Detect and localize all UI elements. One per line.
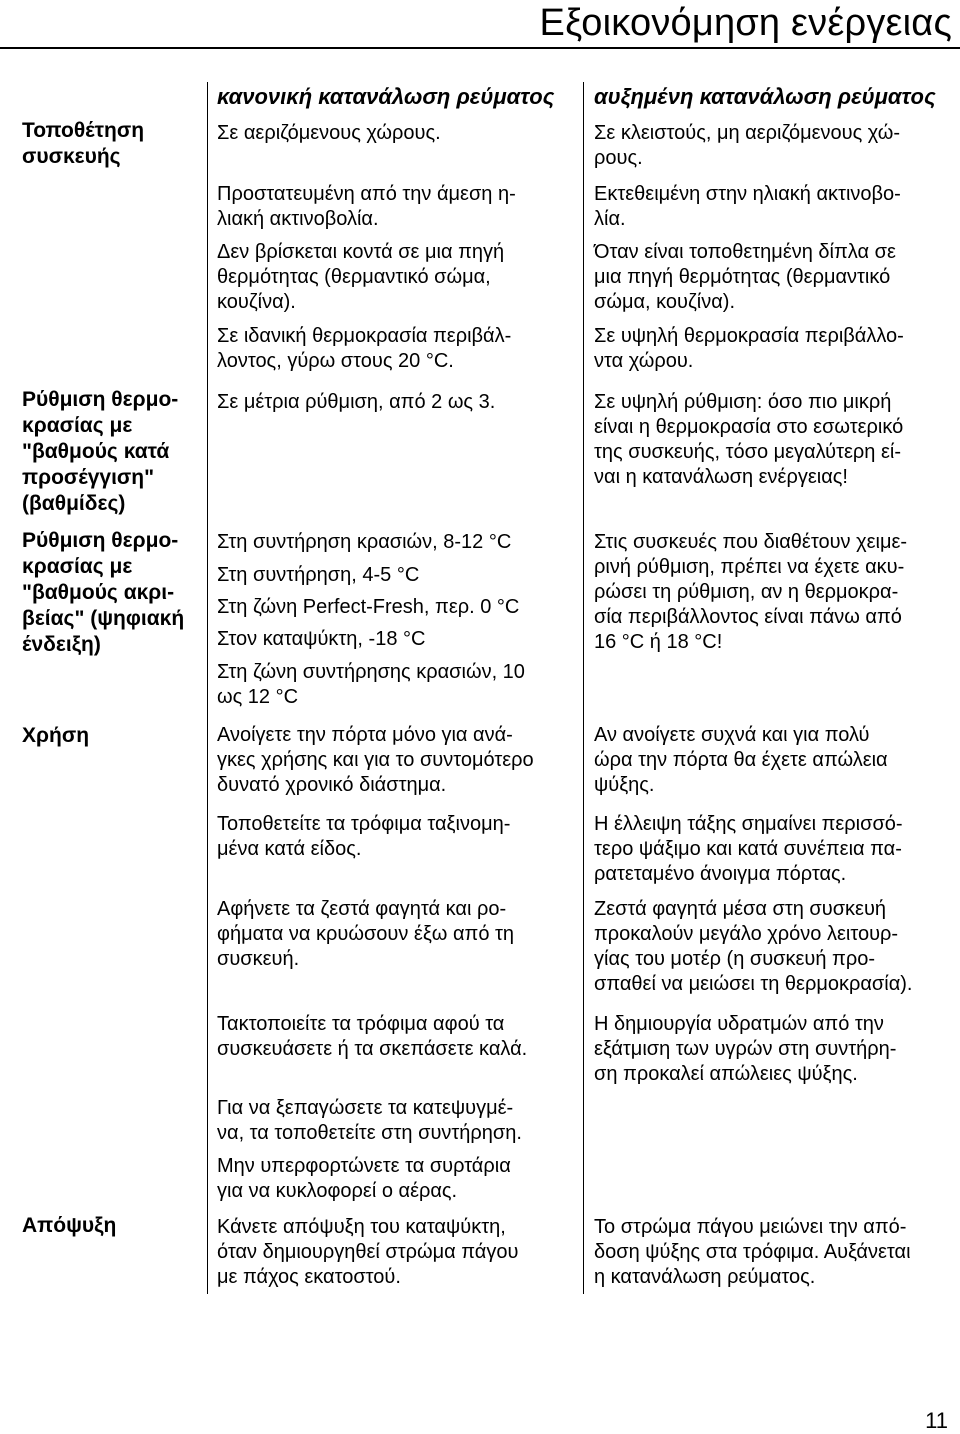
cell-text	[217, 1215, 582, 1290]
section-label-line: "βαθμούς ακρι-	[22, 581, 175, 604]
column-header-normal: κανονική κατανάλωση ρεύματος	[217, 84, 555, 109]
cell-line: ψύξης.	[594, 774, 655, 796]
cell-line: ση προκαλεί απώλειες ψύξης.	[594, 1063, 858, 1085]
cell-line: συσκευή.	[217, 948, 300, 970]
cell-line: Εκτεθειμένη στην ηλιακή ακτινοβο-	[594, 183, 901, 205]
cell-line: Στις συσκευές που διαθέτουν χειμε-	[594, 531, 908, 553]
cell-line: μια πηγή θερμότητας (θερμαντικό	[594, 266, 891, 288]
cell-text	[594, 530, 954, 655]
cell-line: Σε αεριζόμενους χώρους.	[217, 122, 441, 144]
cell-line: Όταν είναι τοποθετημένη δίπλα σε	[594, 241, 896, 263]
cell-line: ντα χώρου.	[594, 350, 694, 372]
cell-text	[594, 182, 954, 232]
section-label-line: κρασίας με	[22, 555, 133, 578]
cell-line: Προστατευμένη από την άμεση η-	[217, 183, 516, 205]
cell-line: Σε ιδανική θερμοκρασία περιβάλ-	[217, 325, 512, 347]
cell-line: Στη συντήρηση κρασιών, 8-12 °C	[217, 531, 512, 553]
cell-line: ρους.	[594, 147, 643, 169]
section-label-line: Ρύθμιση θερμο-	[22, 388, 179, 411]
section-label-line: Απόψυξη	[22, 1214, 117, 1237]
page-number: 11	[925, 1408, 948, 1433]
cell-line: τερο ψάξιμο και κατά συνέπεια πα-	[594, 838, 902, 860]
cell-line: ρινή ρύθμιση, πρέπει να έχετε ακυ-	[594, 556, 905, 578]
column-divider-right	[583, 82, 584, 1294]
section-label-placement	[22, 118, 200, 170]
cell-text	[217, 182, 582, 232]
cell-line: Ζεστά φαγητά μέσα στη συσκευή	[594, 898, 887, 920]
cell-text	[217, 660, 582, 710]
cell-line: συσκευάσετε ή τα σκεπάσετε καλά.	[217, 1038, 528, 1060]
section-label-line: Τοποθέτηση	[22, 119, 145, 142]
section-label-digital	[22, 528, 200, 658]
cell-line: Η έλλειψη τάξης σημαίνει περισσό-	[594, 813, 903, 835]
cell-line: σώμα, κουζίνα).	[594, 291, 736, 313]
column-header-increased: αυξημένη κατανάλωση ρεύματος	[594, 84, 936, 109]
cell-line: γίας του μοτέρ (η συσκευή προ-	[594, 948, 876, 970]
cell-line: προκαλούν μεγάλο χρόνο λειτουρ-	[594, 923, 899, 945]
section-label-line: Χρήση	[22, 724, 90, 747]
cell-line: Σε υψηλή ρύθμιση: όσο πιο μικρή	[594, 391, 892, 413]
section-label-steps	[22, 387, 200, 517]
cell-line: Κάνετε απόψυξη του καταψύκτη,	[217, 1216, 506, 1238]
section-label-line: βείας" (ψηφιακή	[22, 607, 185, 630]
cell-line: Το στρώμα πάγου μειώνει την από-	[594, 1216, 907, 1238]
cell-line: Τοποθετείτε τα τρόφιμα ταξινομη-	[217, 813, 511, 835]
cell-line: δοση ψύξης στα τρόφιμα. Αυξάνεται	[594, 1241, 911, 1263]
section-label-line: προσέγγιση"	[22, 466, 155, 489]
cell-line: 16 °C ή 18 °C!	[594, 631, 723, 653]
cell-line: Για να ξεπαγώσετε τα κατεψυγμέ-	[217, 1097, 514, 1119]
section-label-line: ένδειξη)	[22, 633, 101, 656]
cell-line: φήματα να κρυώσουν έξω από τη	[217, 923, 515, 945]
column-divider-left	[207, 82, 208, 1294]
cell-line: Στη συντήρηση, 4-5 °C	[217, 564, 420, 586]
cell-line: για να κυκλοφορεί ο αέρας.	[217, 1180, 458, 1202]
cell-line: Σε μέτρια ρύθμιση, από 2 ως 3.	[217, 391, 496, 413]
section-label-defrost	[22, 1213, 200, 1239]
cell-line: με πάχος εκατοστού.	[217, 1266, 401, 1288]
cell-line: θερμότητας (θερμαντικό σώμα,	[217, 266, 491, 288]
cell-line: Στη ζώνη συντήρησης κρασιών, 10	[217, 661, 525, 683]
cell-line: Μην υπερφορτώνετε τα συρτάρια	[217, 1155, 511, 1177]
cell-line: ρατεταμένο άνοιγμα πόρτας.	[594, 863, 847, 885]
page-title: Εξοικονόμηση ενέργειας	[539, 2, 952, 44]
cell-line: Αφήνετε τα ζεστά φαγητά και ρο-	[217, 898, 507, 920]
cell-text	[217, 563, 582, 588]
cell-line: να, τα τοποθετείτε στη συντήρηση.	[217, 1122, 522, 1144]
cell-line: κουζίνα).	[217, 291, 296, 313]
cell-text	[217, 1154, 582, 1204]
section-label-line: "βαθμούς κατά	[22, 440, 170, 463]
cell-line: μένα κατά είδος.	[217, 838, 362, 860]
section-label-line: Ρύθμιση θερμο-	[22, 529, 179, 552]
cell-line: ρώσει τη ρύθμιση, αν η θερμοκρα-	[594, 581, 899, 603]
cell-line: ναι η κατανάλωση ενέργειας!	[594, 466, 848, 488]
cell-text	[594, 1012, 954, 1087]
cell-text	[217, 1096, 582, 1146]
cell-text	[217, 627, 582, 652]
cell-text	[594, 240, 954, 315]
cell-line: σπαθεί να μειώσει τη θερμοκρασία).	[594, 973, 913, 995]
cell-text	[594, 390, 954, 490]
cell-line: εξάτμιση των υγρών στη συντήρη-	[594, 1038, 897, 1060]
cell-text	[217, 812, 582, 862]
cell-line: Σε κλειστούς, μη αεριζόμενους χώ-	[594, 122, 901, 144]
cell-line: Στον καταψύκτη, -18 °C	[217, 628, 426, 650]
cell-line: δυνατό χρονικό διάστημα.	[217, 774, 447, 796]
cell-line: είναι η θερμοκρασία στο εσωτερικό	[594, 416, 904, 438]
cell-line: ως 12 °C	[217, 686, 299, 708]
cell-text	[217, 595, 582, 620]
cell-text	[217, 121, 582, 146]
cell-text	[594, 897, 954, 997]
cell-text	[594, 812, 954, 887]
cell-text	[217, 897, 582, 972]
cell-line: Σε υψηλή θερμοκρασία περιβάλλο-	[594, 325, 904, 347]
section-label-usage	[22, 723, 200, 749]
cell-line: Η δημιουργία υδρατμών από την	[594, 1013, 884, 1035]
cell-line: λιακή ακτινοβολία.	[217, 208, 379, 230]
section-label-line: κρασίας με	[22, 414, 133, 437]
cell-text	[217, 530, 582, 555]
cell-line: λία.	[594, 208, 626, 230]
cell-line: Τακτοποιείτε τα τρόφιμα αφού τα	[217, 1013, 505, 1035]
cell-text	[217, 324, 582, 374]
cell-line: γκες χρήσης και για το συντομότερο	[217, 749, 534, 771]
section-label-line: (βαθμίδες)	[22, 492, 126, 515]
cell-line: Στη ζώνη Perfect-Fresh, περ. 0 °C	[217, 596, 520, 618]
cell-line: Δεν βρίσκεται κοντά σε μια πηγή	[217, 241, 505, 263]
cell-line: λοντος, γύρω στους 20 °C.	[217, 350, 454, 372]
cell-line: η κατανάλωση ρεύματος.	[594, 1266, 816, 1288]
cell-text	[594, 723, 954, 798]
cell-line: σία περιβάλλοντος είναι πάνω από	[594, 606, 902, 628]
cell-line: Ανοίγετε την πόρτα μόνο για ανά-	[217, 724, 513, 746]
title-rule	[0, 47, 960, 49]
cell-text	[594, 1215, 954, 1290]
cell-text	[594, 121, 954, 171]
section-label-line: συσκευής	[22, 145, 121, 168]
cell-text	[217, 723, 582, 798]
cell-text	[594, 324, 954, 374]
cell-text	[217, 1012, 582, 1062]
cell-line: ώρα την πόρτα θα έχετε απώλεια	[594, 749, 888, 771]
cell-line: της συσκευής, τόσο μεγαλύτερη εί-	[594, 441, 901, 463]
cell-line: Αν ανοίγετε συχνά και για πολύ	[594, 724, 870, 746]
cell-line: όταν δημιουργηθεί στρώμα πάγου	[217, 1241, 519, 1263]
cell-text	[217, 240, 582, 315]
cell-text	[217, 390, 582, 415]
